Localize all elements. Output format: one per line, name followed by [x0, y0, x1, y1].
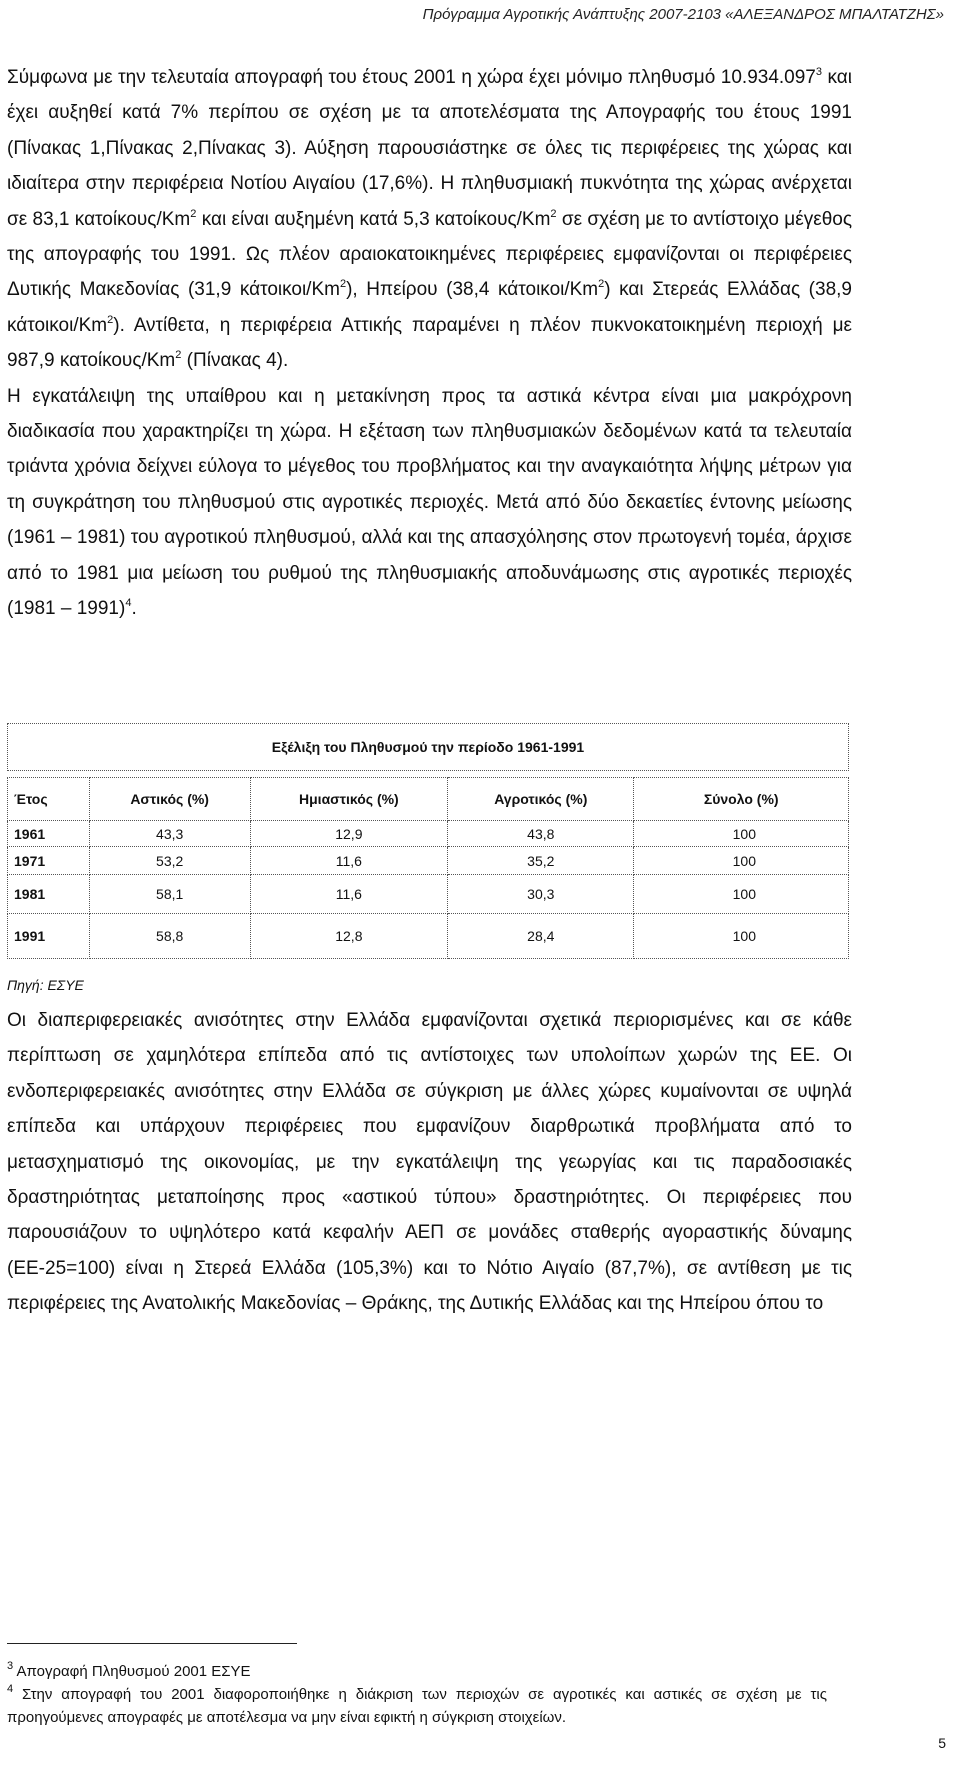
text-run: Η εγκατάλειψη της υπαίθρου και η μετακίνηση προς τα αστικά κέντρα είναι μια μακρόχρονη διαδικασία που χαρακτηρίζει τη χώρα. Η εξέταση των πληθυσμιακών δεδομένων κατά τα τελευταία τριάντα χρόνια δείχνει εύλογα το μέγεθος του προβλήματος και την αναγκαιότητα λήψης μέτρων για τη συγκράτηση του πληθυσμού στις αγροτικές περιοχές. Μετά από δύο δεκαετίες έντονης μείωσης (1961 – 1981) του αγροτικού πληθυσμού, αλλά και της απασχόλησης στον πρωτογενή τομέα, άρχισε από το 1981 μια μείωση του ρυθμού της πληθυσμιακής αποδυνάμωσης στις αγροτικές περιοχές (1981 – 1991): [7, 385, 852, 620]
table-cell: 100: [634, 847, 849, 875]
table-row: [8, 821, 849, 847]
footnote-ref-4[interactable]: 4: [125, 597, 132, 610]
superscript-2: 2: [190, 207, 197, 220]
table-cell: 35,2: [448, 847, 634, 875]
paragraph-rural-decline: [7, 379, 852, 627]
table-title: Εξέλιξη του Πληθυσμού την περίοδο 1961-1991: [7, 723, 849, 771]
superscript-2: 2: [339, 278, 347, 291]
body-text: [7, 60, 852, 627]
table-cell: 1961: [8, 821, 90, 847]
column-header: Έτος: [8, 778, 90, 821]
column-header: Σύνολο (%): [634, 778, 849, 821]
superscript-2: 2: [175, 349, 182, 362]
table-row: [8, 875, 849, 914]
text-run: και έχει αυξηθεί κατά 7% περίπου σε σχέση με τα αποτελέσματα της Απογραφής του έτους 1991 (Πίνακας 1,Πίνακας 2,Πίνακας 3). Αύξηση παρουσιάστηκε σε όλες τις περιφέρειες της χώρας και ιδιαίτερα στην περιφέρεια Νοτίου Αιγαίου (17,6%). Η πληθυσμιακή πυκνότητα της χώρας ανέρχεται σε 83,1 κατοίκους/Km: [7, 67, 852, 230]
table-header-row: [8, 778, 849, 821]
table-cell: 12,8: [250, 914, 448, 959]
text-run: ). Αντίθετα, η περιφέρεια Αττικής παραμένει η πλέον πυκνοκατοικημένη περιοχή με 987,9 κατοίκους/Km: [7, 314, 852, 372]
text-run: .: [131, 598, 137, 620]
footnote-ref-3[interactable]: 3: [815, 66, 823, 78]
table-cell: 1991: [8, 914, 90, 959]
column-header: Αγροτικός (%): [448, 778, 634, 821]
page-number: 5: [938, 1735, 946, 1751]
superscript-2: 2: [107, 313, 114, 326]
footnote-3: [7, 1660, 827, 1683]
table-cell: 53,2: [89, 847, 250, 875]
text-run: σε σχέση με το αντίστοιχο μέγεθος της απογραφής του 1991. Ως πλέον αραιοκατοικημένες περιφέρειες εμφανίζονται οι περιφέρειες Δυτικής Μακεδονίας (31,9 κάτοικοι/Km: [7, 208, 852, 301]
text-run: ), Ηπείρου (38,4 κάτοικοι/Km: [346, 279, 599, 301]
table-cell: 1971: [8, 847, 90, 875]
table-cell: 11,6: [250, 847, 448, 875]
text-run: και είναι αυξημένη κατά 5,3 κατοίκους/Km: [196, 208, 551, 230]
table-cell: 100: [634, 821, 849, 847]
superscript-2: 2: [598, 278, 605, 291]
table-cell: 58,1: [89, 875, 250, 914]
table-cell: 100: [634, 875, 849, 914]
table-cell: 58,8: [89, 914, 250, 959]
table-row: [8, 914, 849, 959]
table-cell: 30,3: [448, 875, 634, 914]
column-header: Αστικός (%): [89, 778, 250, 821]
column-header: Ημιαστικός (%): [250, 778, 448, 821]
paragraph-population: [7, 60, 852, 379]
text-run: (Πίνακας 4).: [181, 350, 289, 372]
footnote-text: Απογραφή Πληθυσμού 2001 ΕΣΥΕ: [13, 1663, 251, 1680]
text-run: Σύμφωνα με την τελευταία απογραφή του έτους 2001 η χώρα έχει μόνιμο πληθυσμό 10.934.097: [7, 67, 816, 88]
paragraph-disparities: Οι διαπεριφερειακές ανισότητες στην Ελλάδα εμφανίζονται σχετικά περιορισμένες και σε κάθε περίπτωση σε χαμηλότερα επίπεδα από τις αντίστοιχες των υπολοίπων χωρών της ΕΕ. Οι ενδοπεριφερειακές ανισότητες στην Ελλάδα σε σύγκριση με άλλες χώρες κυμαίνονται σε υψηλά επίπεδα και υπάρχουν περιφέρειες που εμφανίζουν διαρθρωτικά προβλήματα από το μετασχηματισμό της οικονομίας, με την εγκατάλειψη της γεωργίας και τις παραδοσιακές δραστηριότητας μεταποίησης προς «αστικού τύπου» δραστηριότητες. Οι περιφέρειες που παρουσιάζουν το υψηλότερο κατά κεφαλήν ΑΕΠ σε μονάδες σταθερής αγοραστικής δύναμης (ΕΕ-25=100) είναι η Στερεά Ελλάδα (105,3%) και το Νότιο Αιγαίο (87,7%), σε αντίθεση με τις περιφέρειες της Ανατολικής Μακεδονίας – Θράκης, της Δυτικής Ελλάδας και της Ηπείρου όπου το: [7, 1010, 852, 1315]
text-run: ) και Στερεάς Ελλάδας (38,9 κάτοικοι/Km: [7, 279, 852, 336]
footnote-4: [7, 1683, 827, 1729]
footnote-divider: [7, 1643, 297, 1644]
table-cell: 12,9: [250, 821, 448, 847]
superscript-2: 2: [550, 207, 557, 220]
population-table: [7, 723, 849, 959]
table-row: [8, 847, 849, 875]
table-cell: 100: [634, 914, 849, 959]
footnote-text: Στην απογραφή του 2001 διαφοροποιήθηκε η διάκριση των περιοχών σε αγροτικές και αστικές σε σχέση με τις προηγούμενες απογραφές με αποτέλεσμα να μην είναι εφικτή η σύγκριση στοιχείων.: [7, 1686, 827, 1726]
table-cell: 43,8: [448, 821, 634, 847]
footnote-mark: 4: [7, 1683, 14, 1695]
footnotes: [7, 1660, 827, 1729]
table-source: Πηγή: ΕΣΥΕ: [7, 977, 84, 993]
table-cell: 28,4: [448, 914, 634, 959]
table-cell: 43,3: [89, 821, 250, 847]
body-text-continued: [7, 1003, 852, 1322]
table-cell: 1981: [8, 875, 90, 914]
footnote-mark: 3: [7, 1660, 14, 1672]
running-header: Πρόγραμμα Αγροτικής Ανάπτυξης 2007-2103 «ΑΛΕΞΑΝΔΡΟΣ ΜΠΑΛΤΑΤΖΗΣ»: [422, 6, 944, 23]
data-table: [7, 777, 849, 959]
table-cell: 11,6: [250, 875, 448, 914]
